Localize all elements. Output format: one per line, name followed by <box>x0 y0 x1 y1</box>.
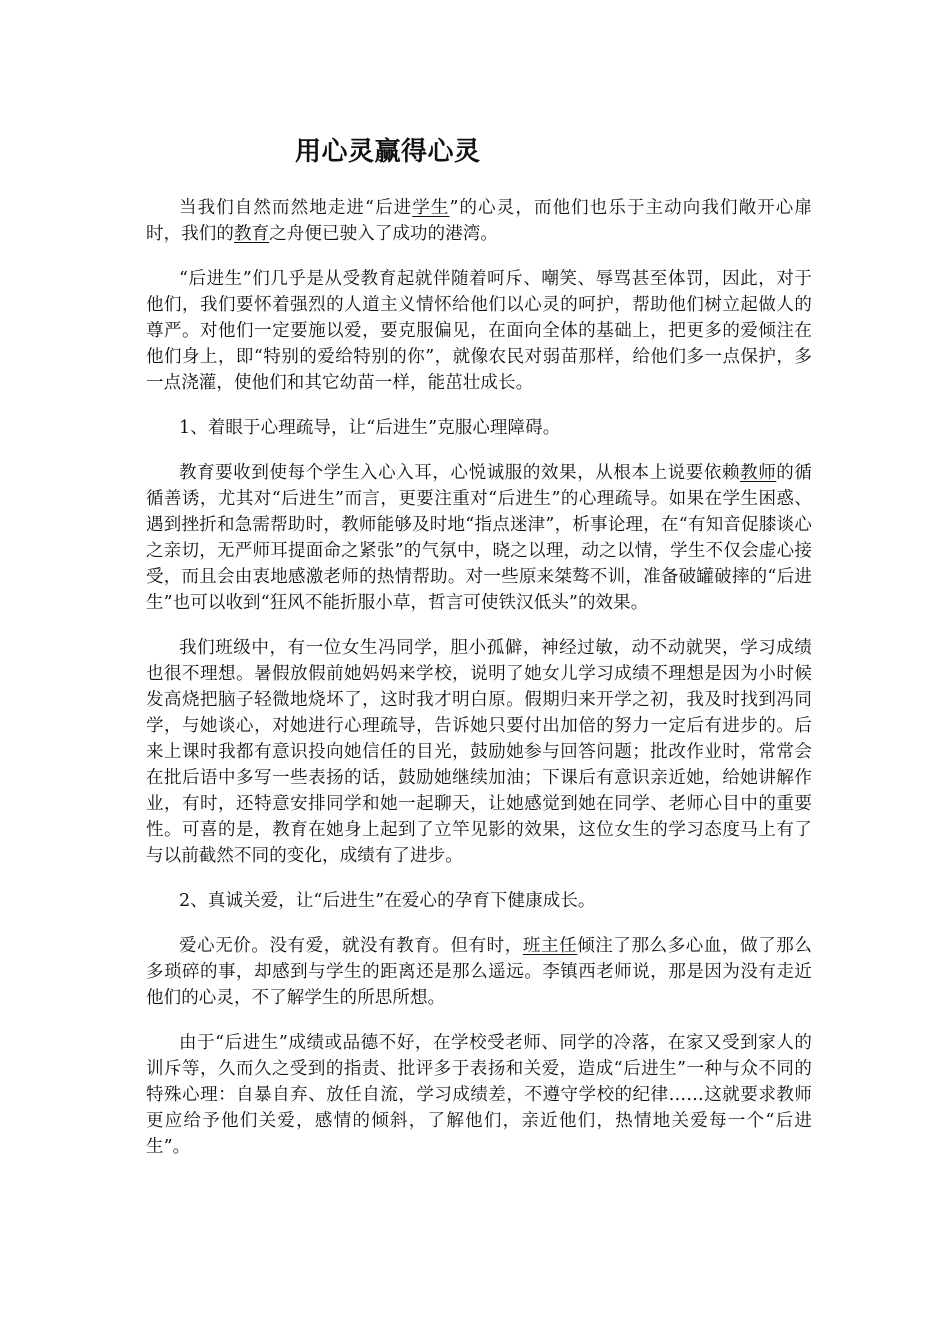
paragraph-4-text-a: 教育要收到使每个学生入心入耳，心悦诚服的效果，从根本上说要依赖 <box>179 463 741 483</box>
link-head-teacher[interactable]: 班主任 <box>522 936 578 956</box>
document-body <box>146 195 812 1179</box>
paragraph-1-text-c: 之舟便已驶入了成功的港湾。 <box>269 224 499 244</box>
section-heading-1: 1、着眼于心理疏导，让“后进生”克服心理障碍。 <box>179 418 561 438</box>
paragraph-7-text-b: 倾注了那么多心血，做了那么多琐碎的事，却感到与学生的距离还是那么遥远。李镇西老师说，那是因为没有走近他们的心灵，不了解学生的所思所想。 <box>146 936 812 1008</box>
paragraph-1-text-b: ”的心灵，而他们也乐于主动向我们敞开心扉时，我们的 <box>146 198 812 244</box>
paragraph-2: “后进生”们几乎是从受教育起就伴随着呵斥、嘲笑、辱骂甚至体罚，因此，对于他们，我们要怀着强烈的人道主义情怀给他们以心灵的呵护，帮助他们树立起做人的尊严。对他们一定要施以爱，要克服偏见，在面向全体的基础上，把更多的爱倾注在他们身上，即“特别的爱给特别的你”，就像农民对弱苗那样，给他们多一点保护，多一点浇灌，使他们和其它幼苗一样，能茁壮成长。 <box>146 269 812 393</box>
paragraph-5: 我们班级中，有一位女生冯同学，胆小孤僻，神经过敏，动不动就哭，学习成绩也很不理想。暑假放假前她妈妈来学校，说明了她女儿学习成绩不理想是因为小时候发高烧把脑子轻微地烧坏了，这时我才明白原。假期归来开学之初，我及时找到冯同学，与她谈心，对她进行心理疏导，告诉她只要付出加倍的努力一定后有进步的。后来上课时我都有意识投向她信任的目光，鼓励她参与回答问题；批改作业时，常常会在批后语中多写一些表扬的话，鼓励她继续加油；下课后有意识亲近她，给她讲解作业，有时，还特意安排同学和她一起聊天，让她感觉到她在同学、老师心目中的重要性。可喜的是，教育在她身上起到了立竿见影的效果，这位女生的学习态度马上有了与以前截然不同的变化，成绩有了进步。 <box>146 638 812 866</box>
paragraph-4 <box>146 460 812 616</box>
paragraph-1 <box>146 195 812 247</box>
paragraph-7-text-a: 爱心无价。没有爱，就没有教育。但有时， <box>179 936 523 956</box>
paragraph-8: 由于“后进生”成绩或品德不好，在学校受老师、同学的冷落，在家又受到家人的训斥等，久而久之受到的指责、批评多于表扬和关爱，造成“后进生”一种与众不同的特殊心理：自暴自弃、放任自流，学习成绩差，不遵守学校的纪律……这就要求教师更应给予他们关爱，感情的倾斜，了解他们，亲近他们，热情地关爱每一个“后进生”。 <box>146 1033 812 1157</box>
link-student[interactable]: 学生 <box>412 198 450 218</box>
document-title: 用心灵赢得心灵 <box>295 137 481 167</box>
paragraph-1-text-a: 当我们自然而然地走进“后进 <box>179 198 413 218</box>
link-teacher[interactable]: 教师 <box>740 463 777 483</box>
paragraph-7 <box>146 933 812 1011</box>
section-heading-2: 2、真诚关爱，让“后进生”在爱心的孕育下健康成长。 <box>179 891 596 911</box>
link-education[interactable]: 教育 <box>234 224 270 244</box>
paragraph-4-text-b: 的循循善诱，尤其对“后进生”而言，更要注重对“后进生”的心理疏导。如果在学生困惑、遇到挫折和急需帮助时，教师能够及时地“指点迷津”，析事论理，在“有知音促膝谈心之亲切，无严师耳提面命之紧张”的气氛中，晓之以理，动之以情，学生不仅会虚心接受，而且会由衷地感激老师的热情帮助。对一些原来桀骜不训，准备破罐破摔的“后进生”也可以收到“狂风不能折服小草，哲言可使铁汉低头”的效果。 <box>146 463 812 613</box>
